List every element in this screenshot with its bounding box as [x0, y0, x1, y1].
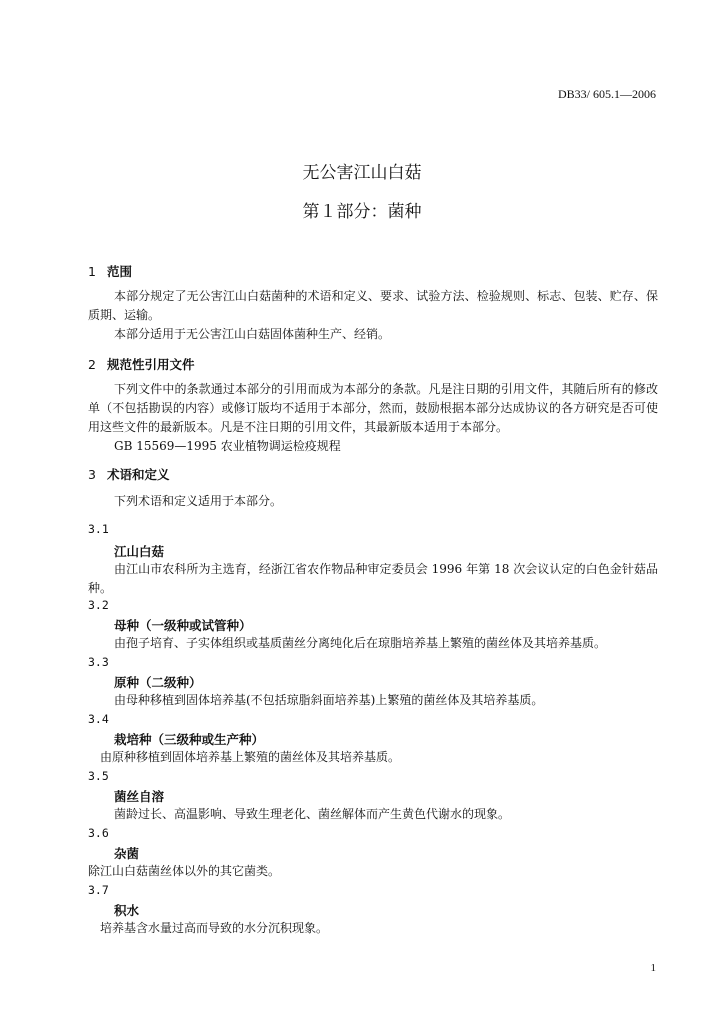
page-number: 1: [650, 962, 656, 974]
section-number: 3: [88, 467, 96, 482]
term-name: 江山白菇: [114, 544, 165, 559]
terms-intro: 下列术语和定义适用于本部分。: [114, 494, 283, 508]
term-name: 菌丝自溶: [114, 789, 165, 804]
term-number: 3.4: [88, 712, 109, 726]
term-name: 杂菌: [114, 846, 140, 861]
term-definition: 培养基含水量过高而导致的水分沉积现象。: [100, 921, 329, 935]
section-title: 术语和定义: [107, 467, 170, 482]
term-number: 3.5: [88, 769, 109, 783]
term-number: 3.2: [88, 598, 109, 612]
section-heading-scope: [88, 262, 132, 280]
term-definition: 由江山市农科所为主选育，经浙江省农作物品种审定委员会 1996 年第 18 次会议认定的白色金针菇品种。: [88, 562, 658, 595]
document-title: 无公害江山白菇: [302, 163, 422, 183]
term-definition: 菌龄过长、高温影响、导致生理老化、菌丝解体而产生黄色代谢水的现象。: [114, 807, 511, 821]
term-definition: 由母种移植到固体培养基(不包括琼脂斜面培养基)上繁殖的菌丝体及其培养基质。: [114, 693, 544, 707]
term-definition: 由孢子培育、子实体组织或基质菌丝分离纯化后在琼脂培养基上繁殖的菌丝体及其培养基质。: [114, 636, 607, 650]
term-definition: 由原种移植到固体培养基上繁殖的菌丝体及其培养基质。: [100, 750, 401, 764]
reference-item: GB 15569—1995 农业植物调运检疫规程: [114, 439, 341, 453]
term-number: 3.3: [88, 655, 109, 669]
scope-paragraph-1: 本部分规定了无公害江山白菇菌种的术语和定义、要求、试验方法、检验规则、标志、包装、贮存、保质期、运输。: [88, 289, 658, 322]
term-number: 3.6: [88, 826, 109, 840]
section-title: 范围: [107, 264, 133, 279]
section-number: 1: [88, 264, 96, 279]
section-number: 2: [88, 357, 96, 372]
section-title: 规范性引用文件: [107, 357, 195, 372]
standard-number: DB33/ 605.1—2006: [557, 87, 656, 101]
term-name: 母种（一级种或试管种）: [114, 618, 252, 633]
term-number: 3.1: [88, 522, 109, 536]
scope-paragraph-2: 本部分适用于无公害江山白菇固体菌种生产、经销。: [114, 327, 391, 341]
term-name: 原种（二级种）: [114, 675, 202, 690]
section-heading-references: [88, 355, 195, 373]
term-definition: 除江山白菇菌丝体以外的其它菌类。: [88, 864, 281, 878]
document-subtitle: 第１部分：菌种: [302, 202, 422, 222]
references-paragraph: 下列文件中的条款通过本部分的引用而成为本部分的条款。凡是注日期的引用文件，其随后所有的修改单（不包括勘误的内容）或修订版均不适用于本部分，然而，鼓励根据本部分达成协议的各方研究是否可使用这些文件的最新版本。凡是不注日期的引用文件，其最新版本适用于本部分。: [88, 382, 658, 434]
term-name: 积水: [114, 903, 140, 918]
term-number: 3.7: [88, 883, 109, 897]
term-name: 栽培种（三级种或生产种）: [114, 732, 265, 747]
section-heading-terms: [88, 465, 170, 483]
